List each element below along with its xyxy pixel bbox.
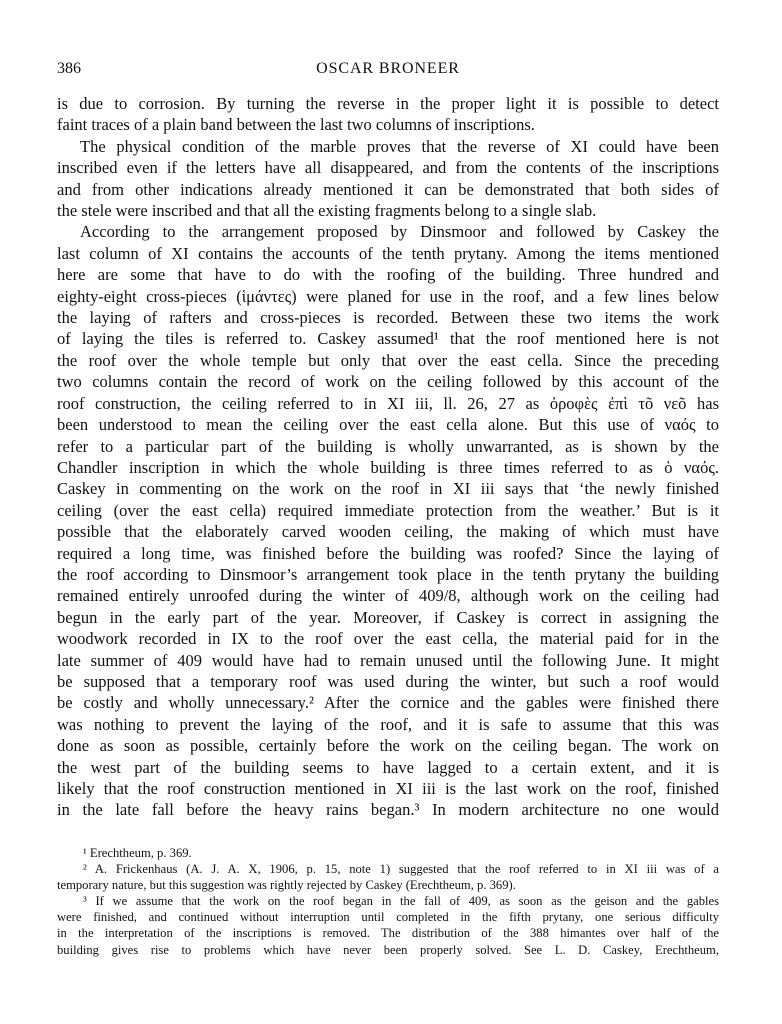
running-head: OSCAR BRONEER (316, 60, 460, 77)
text-line: Caskey in commenting on the work on the roof in XI iii says that ‘the newly finished (57, 479, 719, 499)
footnote-line: temporary nature, but this suggestion was rightly rejected by Caskey (Erechtheum, p. 369). (57, 878, 516, 893)
text-line: The physical condition of the marble proves that the reverse of XI could have been (80, 136, 719, 156)
text-line: is due to corrosion. By turning the reverse in the proper light it is possible to detect (57, 94, 719, 113)
text-line: required a long time, was finished before the building was roofed? Since the laying of (57, 543, 719, 563)
footnote-line: ¹ Erechtheum, p. 369. (83, 846, 192, 860)
footnote-line: building gives rise to problems which have never been properly solved. See L. D. Caskey, Erechtheum, (57, 942, 719, 957)
text-line: of laying the tiles is referred to. Caskey assumed¹ that the roof mentioned here is not (57, 329, 719, 349)
text-line: eighty-eight cross-pieces (ἱμάντες) were planed for use in the roof, and a few lines below (57, 286, 719, 306)
text-line: be supposed that a temporary roof was used during the winter, but such a roof would (57, 671, 719, 691)
text-line: late summer of 409 would have had to remain unused until the following June. It might (57, 650, 719, 670)
text-line: Chandler inscription in which the whole building is three times referred to as ὁ ναός. (57, 457, 719, 477)
text-line: the stele were inscribed and that all the existing fragments belong to a single slab. (57, 201, 597, 221)
text-line: the west part of the building seems to have lagged to a certain extent, and it is (57, 757, 719, 777)
text-line: the roof over the whole temple but only that over the east cella. Since the preceding (57, 350, 719, 370)
text-line: remained entirely unroofed during the winter of 409/8, although work on the ceiling had (57, 586, 719, 606)
footnote-line: ² A. Frickenhaus (A. J. A. X, 1906, p. 15, note 1) suggested that the roof referred to in XI iii was of a (83, 862, 719, 877)
page-number: 386 (57, 60, 81, 77)
text-line: woodwork recorded in IX to the roof over the east cella, the material paid for in the (57, 629, 719, 649)
text-line: been understood to mean the ceiling over the east cella alone. But this use of ναός to (57, 415, 719, 435)
text-line: According to the arrangement proposed by Dinsmoor and followed by Caskey the (80, 222, 719, 242)
text-line: inscribed even if the letters have all disappeared, and from the contents of the inscriptions (57, 158, 719, 178)
text-line: begun in the early part of the year. Moreover, if Caskey is correct in assigning the (57, 607, 719, 627)
footnote-line: ³ If we assume that the work on the roof began in the fall of 409, as soon as the geison and the gables (83, 894, 719, 909)
footnote-line: in the interpretation of the inscriptions is removed. The distribution of the 388 himantes over half of the (57, 926, 719, 941)
text-line: the roof according to Dinsmoor’s arrangement took place in the tenth prytany the building (57, 564, 719, 584)
text-line: in the late fall before the heavy rains began.³ In modern architecture no one would (57, 800, 719, 820)
footnote-line: were finished, and continued without interruption until completed in the fifth prytany, one serious difficulty (57, 910, 719, 925)
text-line: was nothing to prevent the laying of the roof, and it is safe to assume that this was (57, 714, 719, 734)
text-line: last column of XI contains the accounts of the tenth prytany. Among the items mentioned (57, 243, 719, 263)
text-line: ceiling (over the east cella) required immediate protection from the weather.’ But is it (57, 500, 719, 520)
text-line: refer to a particular part of the building is wholly unwarranted, as is shown by the (57, 436, 719, 456)
text-line: likely that the roof construction mentioned in XI iii is the last work on the roof, finished (57, 779, 719, 798)
text-line: two columns contain the record of work on the ceiling followed by this account of the (57, 372, 719, 392)
body-text (57, 93, 719, 821)
footnotes (57, 845, 719, 958)
text-line: roof construction, the ceiling referred to in XI iii, ll. 26, 27 as ὀροφὲς ἐπὶ τõ νεõ has (57, 393, 719, 413)
text-line: here are some that have to do with the roofing of the building. Three hundred and (57, 265, 719, 285)
page-header (57, 60, 719, 82)
text-line: and from other indications already mentioned it can be demonstrated that both sides of (57, 179, 719, 199)
text-line: done as soon as possible, certainly before the work on the ceiling began. The work on (57, 736, 719, 756)
text-line: faint traces of a plain band between the last two columns of inscriptions. (57, 115, 535, 135)
text-line: be costly and wholly unnecessary.² After the cornice and the gables were finished there (57, 693, 719, 713)
text-line: the laying of rafters and cross-pieces is recorded. Between these two items the work (57, 308, 719, 328)
text-line: possible that the elaborately carved wooden ceiling, the making of which must have (57, 522, 719, 542)
